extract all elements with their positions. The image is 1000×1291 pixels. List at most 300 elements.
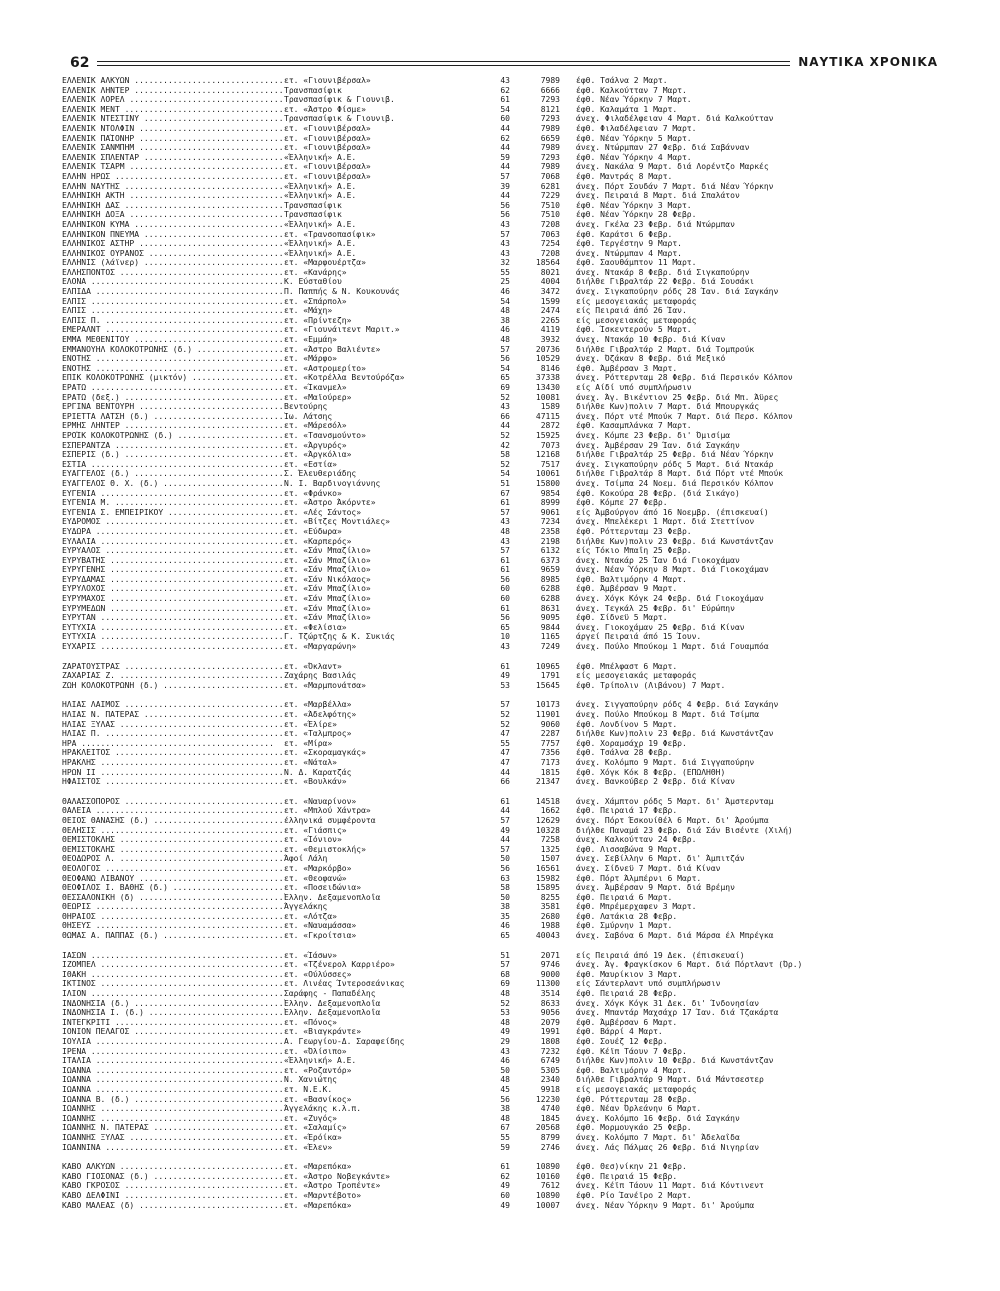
ship-name: ΘΕΩΡΙΣ .....	[62, 902, 284, 912]
ship-owner: ετ. Ν.Ε.Κ.	[284, 1084, 333, 1094]
ship-owner: Άγγελάκης κ.λ.π.	[284, 1104, 362, 1114]
ship-position: άνεχ. Πόρτ Σουδάν 7 Μαρτ. διά Νέαν Ύόρκην	[576, 181, 774, 191]
ship-position: άνεχ. Φιλαδέλφειαν 4 Μαρτ. διά Καλκούτταν	[576, 114, 774, 124]
ship-name: ΕΛΛΗΝ ΗΡΩΣ .....	[62, 172, 284, 182]
ship-year: 58	[500, 883, 510, 893]
ship-position: είς Πειραιά άπό 19 Δεκ. (έπισκευαί)	[576, 950, 745, 960]
ship-group	[62, 76, 942, 652]
ship-name: ΘΕΙΟΣ ΘΑΝΑΣΗΣ (δ.) .....	[62, 816, 284, 826]
ship-name: ΗΛΙΑΣ Ν. ΠΑΤΕΡΑΣ .....	[62, 710, 284, 720]
ship-year: 38	[500, 1104, 510, 1114]
ship-year: 35	[500, 911, 510, 921]
ship-name: ΗΡΩΝ ΙΙ .....	[62, 768, 284, 778]
ship-name: ΕΥΛΑΛΙΑ .....	[62, 537, 284, 547]
ship-position: έφθ. Λονδίνον 5 Μαρτ.	[576, 719, 678, 729]
ship-row	[62, 979, 942, 989]
ship-name: ΕΝΟΤΗΣ .....	[62, 354, 284, 364]
ship-position: άνεχ. Ντώρμπαν 27 Φεβρ. διά Σαβάνναν	[576, 143, 750, 153]
ship-year: 66	[500, 777, 510, 787]
ship-year: 51	[500, 950, 510, 960]
ship-name: ΚΑΒΟ ΓΙΟΣΟΝΑΣ (δ.) .....	[62, 1172, 284, 1182]
ship-owner: ετ. «Άστρο Βαλιέντε»	[284, 344, 381, 354]
ship-owner: ετ. «Σάν Μπαζίλιο»	[284, 613, 371, 623]
ship-position: άνεχ. Νέαν Ύόρκην 9 Μαρτ. δι' Άρούμπα	[576, 1200, 755, 1210]
ship-row	[62, 931, 942, 941]
ship-year: 56	[500, 613, 510, 623]
ship-owner: Α. Γεωργίου-Δ. Σαραφείδης	[284, 1037, 405, 1046]
ship-owner: ετ. «Γιουνάιτεντ Μαριτ.»	[284, 325, 400, 335]
ship-owner: ετ. «Γιουνιβέρσαλ»	[284, 123, 371, 133]
ship-tonnage: 2340	[540, 1075, 560, 1085]
ship-year: 44	[500, 123, 510, 133]
ship-name: ΕΛΠΙΣ Π. .....	[62, 316, 284, 326]
ship-year: 57	[500, 507, 510, 517]
ship-name: ΘΑΛΑΣΣΟΠΟΡΟΣ .....	[62, 797, 284, 807]
ship-row	[62, 662, 942, 672]
ship-tonnage: 7258	[540, 835, 560, 845]
ship-name: ΗΡΑΚΛΗΣ .....	[62, 758, 284, 768]
ship-row	[62, 565, 942, 575]
ship-row	[62, 1095, 942, 1105]
ship-year: 47	[500, 729, 510, 739]
ship-position: έφθ. Μαυρίκιον 3 Μαρτ.	[576, 969, 682, 979]
ship-year: 49	[500, 1200, 510, 1210]
ship-row	[62, 527, 942, 537]
ship-tonnage: 6288	[540, 594, 560, 604]
ship-owner: ετ. «Μαργαρώνη»	[284, 642, 357, 652]
ship-year: 63	[500, 873, 510, 883]
ship-position: είς Αίδί υπό συμπλήρωσιν	[576, 383, 692, 392]
ship-owner: ετ. «Έλεν»	[284, 1142, 333, 1152]
ship-tonnage: 7229	[540, 191, 560, 201]
ship-tonnage: 8255	[540, 892, 560, 902]
ship-row	[62, 921, 942, 931]
ship-owner: ετ. «Βουλκάν»	[284, 777, 347, 787]
ship-owner: ετ. «Γιουνιβέρσαλ»	[284, 133, 371, 143]
ship-owner: ετ. «Εύδωρα»	[284, 526, 342, 536]
ship-position: άνεχ. Κολόμπο 7 Μαρτ. δι' Άδελαΐδα	[576, 1132, 740, 1142]
ship-owner: ετ. «Άργκόλια»	[284, 450, 352, 460]
ship-name: ΕΥΡΥΤΑΝ .....	[62, 613, 284, 623]
ship-name: ΕΛΛΕΝΙΚ ΝΤΕΣΤΙΝΥ .....	[62, 114, 284, 124]
ship-position: διήλθε Κων)πολιν 7 Μαρτ. διά Μπουργκάς	[576, 402, 760, 412]
ship-owner: ετ. «Σκοραμαγκάς»	[284, 748, 366, 758]
ship-row	[62, 729, 942, 739]
ship-tonnage: 9061	[540, 507, 560, 517]
ship-row	[62, 287, 942, 297]
ship-row	[62, 671, 942, 681]
ship-owner: ετ. «Βίτζες Μοντιάλες»	[284, 517, 390, 527]
ship-name: ΕΥΡΥΓΕΝΗΣ .....	[62, 565, 284, 575]
ship-tonnage: 7254	[540, 239, 560, 249]
ship-position: άνεχ. Πόρτ ντέ Μπούκ 7 Μαρτ. διά Περσ. Κόλπον	[576, 411, 793, 421]
ship-owner: ετ. «Θεοφανώ»	[284, 873, 347, 883]
ship-name: ΘΕΟΛΟΓΟΣ .....	[62, 864, 284, 874]
ship-row	[62, 143, 942, 153]
ship-owner: ετ. «Γιουνιβέρσαλ»	[284, 162, 371, 172]
ship-tonnage: 4119	[540, 325, 560, 335]
ship-position: διήλθε Κων)πολιν 23 Φεβρ. διά Κωνστάντζαν	[576, 729, 774, 739]
ship-owner: ετ. «Σάν Μπαζίλιο»	[284, 546, 371, 556]
ship-row	[62, 249, 942, 259]
ship-row	[62, 797, 942, 807]
ship-name: ΘΗΡΑΙΟΣ .....	[62, 912, 284, 922]
ship-position: άνεχ. Τσίμπα 24 Νοεμ. διά Περσικόν Κόλπον	[576, 478, 774, 488]
ship-position: άνεχ. Λάς Πάλμας 26 Φεβρ. διά Νιγηρίαν	[576, 1142, 760, 1152]
ship-row	[62, 1172, 942, 1182]
ship-row	[62, 114, 942, 124]
ship-row	[62, 258, 942, 268]
ship-owner: ετ. «Αστρομερίτο»	[284, 363, 366, 373]
ship-position: έφθ. Καλκούτταν 7 Μαρτ.	[576, 85, 687, 95]
ship-year: 68	[500, 969, 510, 979]
ship-owner: ετ. «Άστρο Φίσμε»	[284, 104, 366, 114]
ship-name: ΙΩΑΝΝΑ .....	[62, 1075, 284, 1085]
ship-tonnage: 20568	[535, 1123, 560, 1133]
ship-tonnage: 10529	[535, 354, 560, 364]
ship-owner: ετ. «Πόνος»	[284, 1017, 337, 1027]
ship-year: 62	[500, 85, 510, 95]
ship-position: άνεχ. Μπελέκερι 1 Μαρτ. διά Στεττίνον	[576, 517, 755, 527]
ship-position: έφθ. Μορμουγκάο 25 Φεβρ.	[576, 1123, 692, 1133]
ship-name: ΕΛΠΙΣ .....	[62, 306, 284, 316]
ship-owner: ετ. «Λότζα»	[284, 911, 337, 921]
ship-tonnage: 2287	[540, 729, 560, 739]
ship-year: 56	[500, 354, 510, 364]
ship-row	[62, 613, 942, 623]
ship-owner: ετ. «Μπλού Χάντρα»	[284, 806, 371, 816]
ship-tonnage: 1808	[540, 1037, 560, 1046]
ship-name: ΕΥΓΕΝΙΑ Μ. .....	[62, 498, 284, 508]
ship-position: έφθ. Τσάλνα 2 Μαρτ.	[576, 76, 668, 85]
ship-owner: Σ. Έλευθεριάδης	[284, 469, 357, 479]
ship-row	[62, 912, 942, 922]
ship-position: άνεχ. Σιγκαπούρην ρόδς 5 Μαρτ. διά Ντακάρ	[576, 459, 774, 469]
ship-row	[62, 162, 942, 172]
ship-year: 44	[500, 421, 510, 431]
ship-owner: Άγγελάκης	[284, 902, 328, 912]
ship-tonnage: 8799	[540, 1132, 560, 1142]
ship-position: άνεχ. Νακάλα 9 Μαρτ. διά Λορέντζο Μαρκές	[576, 162, 769, 172]
ship-row	[62, 450, 942, 460]
ship-tonnage: 8121	[540, 104, 560, 114]
ship-tonnage: 2358	[540, 526, 560, 536]
ship-name: ΕΛΛΗΝΙΚΟΣ ΑΣΤΗΡ .....	[62, 239, 284, 249]
ship-row	[62, 700, 942, 710]
ship-row	[62, 325, 942, 335]
ship-name: ΕΡΑΤΩ .....	[62, 383, 284, 393]
ship-tonnage: 21347	[535, 777, 560, 787]
ship-row	[62, 76, 942, 86]
ship-owner: ετ. «Γιάσπις»	[284, 825, 347, 835]
ship-name: ΘΕΛΗΣΙΣ .....	[62, 826, 284, 836]
ship-row	[62, 86, 942, 96]
ship-position: διήλθε Γιβραλτάρ 25 Φεβρ. διά Νέαν Ύόρκην	[576, 450, 774, 460]
ship-position: άνεχ. Άμβέρσαν 29 Ίαν. διά Σαγκάην	[576, 440, 740, 450]
ship-row	[62, 153, 942, 163]
ship-year: 61	[500, 95, 510, 105]
ship-tonnage: 2071	[540, 950, 560, 960]
ship-owner: ετ. «Ίκανμελ»	[284, 383, 347, 392]
ship-position: έφθ. Βαλτιμόρην 4 Μαρτ.	[576, 574, 687, 584]
ship-name: ΙΛΙΟΝ .....	[62, 989, 284, 999]
ship-owner: Άφοί Λάλη	[284, 854, 328, 864]
ship-position: έφθ. Κασαμπλάνκα 7 Μαρτ.	[576, 421, 692, 431]
ship-tonnage: 10173	[535, 700, 560, 710]
ship-row	[62, 748, 942, 758]
ship-owner: ετ. «Σπάρπολ»	[284, 296, 347, 306]
ship-position: άνεχ. Χόγκ Κόγκ 31 Δεκ. δι' Ίνδονησίαν	[576, 998, 760, 1008]
ship-owner: Ίω. Λάτσης	[284, 411, 333, 421]
ship-tonnage: 7510	[540, 210, 560, 220]
ship-name: ΙΩΑΝΝΗΣ .....	[62, 1104, 284, 1114]
ship-position: έφθ. Κοκούρα 28 Φεβρ. (διά Σικάγο)	[576, 488, 740, 498]
ship-name: ΕΛΠΙΣ .....	[62, 297, 284, 307]
ship-tonnage: 7517	[540, 459, 560, 469]
ship-row	[62, 739, 942, 749]
ship-row	[62, 431, 942, 441]
ship-name: ΙΟΥΛΙΑ .....	[62, 1037, 284, 1047]
ship-name: ΘΑΛΕΙΑ .....	[62, 806, 284, 816]
ship-tonnage: 3581	[540, 902, 560, 912]
ship-year: 56	[500, 863, 510, 873]
ship-row	[62, 412, 942, 422]
page-header	[62, 55, 938, 73]
ship-row	[62, 642, 942, 652]
ship-position: έφθ. Τσάλνα 28 Φεβρ.	[576, 748, 673, 758]
ship-tonnage: 9746	[540, 960, 560, 970]
ship-row	[62, 460, 942, 470]
ship-tonnage: 20736	[535, 344, 560, 354]
ship-row	[62, 172, 942, 182]
ship-row	[62, 768, 942, 778]
ship-row	[62, 268, 942, 278]
ship-position: έφθ. Μαντράς 8 Μαρτ.	[576, 171, 673, 181]
ship-tonnage: 8999	[540, 498, 560, 508]
ship-owner: Ν. Δ. Καρατζάς	[284, 767, 352, 777]
ship-year: 57	[500, 546, 510, 556]
ship-name: ΙΝΤΕΓΚΡΙΤΙ .....	[62, 1018, 284, 1028]
ship-row	[62, 277, 942, 287]
ship-position: έφθ. Τεργέστην 9 Μαρτ.	[576, 239, 682, 249]
ship-name: ΖΑΧΑΡΙΑΣ Ζ. .....	[62, 671, 284, 681]
ship-year: 65	[500, 622, 510, 632]
ship-position: άνεχ. Όζάκαν 8 Φεβρ. διά Μεξικό	[576, 354, 726, 364]
ship-position: έφθ. Κέϊπ Τάουν 7 Φεβρ.	[576, 1046, 687, 1056]
ship-owner: ετ. «Μάρφο»	[284, 354, 337, 364]
ship-owner: Τρανσπασίφικ & Γιουνιβ.	[284, 114, 395, 124]
ship-position: άνεχ. Σαβόνα 6 Μαρτ. διά Μάρσα έλ Μπρέγκα	[576, 931, 774, 941]
ship-row	[62, 201, 942, 211]
ship-position: έφθ. Λισσαβώνα 9 Μαρτ.	[576, 844, 682, 854]
ship-position: έφθ. Βαλτιμόρην 4 Μαρτ.	[576, 1065, 687, 1075]
ship-name: ΚΑΒΟ ΑΛΚΥΩΝ .....	[62, 1162, 284, 1172]
ship-position: άνεχ. Γκέλα 23 Φεβρ. διά Ντώρμπαν	[576, 219, 735, 229]
ship-row	[62, 210, 942, 220]
ship-owner: Γ. Τζώρτζης & Κ. Συκιάς	[284, 632, 395, 642]
ship-owner: ετ. «Μαρκόρβο»	[284, 863, 352, 873]
ship-owner: ετ. «Βασνίκος»	[284, 1094, 352, 1104]
ship-row	[62, 124, 942, 134]
ship-year: 44	[500, 162, 510, 172]
ship-position: έφθ. Νέαν Ύόρκην 28 Φεβρ.	[576, 210, 697, 220]
ship-year: 67	[500, 488, 510, 498]
ship-tonnage: 7063	[540, 229, 560, 239]
ship-position: διήλθε Γιβραλτάρ 2 Μαρτ. διά Τομπρούκ	[576, 344, 755, 354]
ship-name: ΕΣΠΕΡΙΣ (δ.) .....	[62, 450, 284, 460]
ship-position: έφθ. Πειραιά 17 Φεβρ.	[576, 806, 678, 816]
ship-name: ΕΥΓΕΝΙΑ Σ. ΕΜΠΕΙΡΙΚΟΥ .....	[62, 508, 284, 518]
ship-name: ΕΜΕΡΑΛΝΤ .....	[62, 325, 284, 335]
ship-position: έφθ. Βάρρί 4 Μαρτ.	[576, 1027, 663, 1037]
ship-name: ΕΥΡΥΛΟΧΟΣ .....	[62, 584, 284, 594]
ship-year: 55	[500, 738, 510, 748]
ship-year: 46	[500, 287, 510, 297]
ship-position: άνεχ. Νέαν Ύόρκην 8 Μαρτ. διά Γιοκοχάμαν	[576, 565, 769, 575]
ship-name: ΕΥΡΥΜΕΔΩΝ .....	[62, 604, 284, 614]
ship-row	[62, 469, 942, 479]
ship-year: 69	[500, 383, 510, 392]
ship-tonnage: 3932	[540, 335, 560, 345]
ship-year: 60	[500, 114, 510, 124]
ship-position: έφθ. Πειραιά 6 Μαρτ.	[576, 892, 673, 902]
ship-tonnage: 2680	[540, 911, 560, 921]
ship-position: άνεχ. Ντακάρ 10 Φεβρ. διά Κίναν	[576, 335, 726, 345]
ship-owner: ετ. «Εστία»	[284, 459, 337, 469]
ship-name: ΘΕΟΦΙΛΟΣ Ι. ΒΑΘΗΣ (δ.) .....	[62, 883, 284, 893]
ship-tonnage: 14518	[535, 796, 560, 806]
ship-tonnage: 6288	[540, 584, 560, 594]
ship-position: έφθ. Φιλαδέλφειαν 7 Μαρτ.	[576, 123, 697, 133]
ship-owner: ετ. «Έλίρε»	[284, 719, 337, 729]
ship-row	[62, 1114, 942, 1124]
ship-year: 43	[500, 248, 510, 258]
ship-year: 43	[500, 76, 510, 85]
ship-row	[62, 556, 942, 566]
ship-name: ΙΝΔΟΝΗΣΙΑ Ι. (δ.) .....	[62, 1008, 284, 1018]
ship-tonnage: 1845	[540, 1113, 560, 1123]
ship-position: διήλθε Κων)πολιν 23 Φεβρ. διά Κωνστάντζαν	[576, 536, 774, 546]
ship-name: ΕΥΡΥΒΑΤΗΣ .....	[62, 556, 284, 566]
ship-tonnage: 1988	[540, 921, 560, 931]
ship-name: ΕΛΛΗΝΙΚΗ ΔΑΣ .....	[62, 201, 284, 211]
ship-tonnage: 9056	[540, 1008, 560, 1018]
ship-owner: ετ. «Μάρεσόλ»	[284, 421, 347, 431]
ship-tonnage: 5305	[540, 1065, 560, 1075]
ship-name: ΘΕΟΔΩΡΟΣ Λ. .....	[62, 854, 284, 864]
ship-year: 52	[500, 710, 510, 719]
ship-tonnage: 9659	[540, 565, 560, 575]
ship-name: ΖΑΡΑΤΟΥΣΤΡΑΣ .....	[62, 662, 284, 672]
ship-tonnage: 7989	[540, 162, 560, 172]
ship-position: άνεχ. Χόγκ Κόγκ 24 Φεβρ. διά Γιοκοχάμαν	[576, 594, 764, 604]
ship-tonnage: 6666	[540, 85, 560, 95]
ship-name: ΕΣΠΕΡΑΝΤΖΑ .....	[62, 441, 284, 451]
ship-tonnage: 10160	[535, 1171, 560, 1181]
ship-tonnage: 7249	[540, 642, 560, 652]
ship-name: ΕΛΛΕΝΙΚ ΠΑΊΟΝΗΡ .....	[62, 134, 284, 144]
ship-group	[62, 951, 942, 1152]
ship-owner: ετ. «Τρανσοπασίφικ»	[284, 229, 376, 239]
ship-name: ΕΥΤΥΧΙΑ .....	[62, 623, 284, 633]
ship-tonnage: 8985	[540, 574, 560, 584]
ship-owner: Τρανσπασίφικ	[284, 85, 342, 95]
ship-owner: ετ. «Άδελφότης»	[284, 710, 357, 719]
ship-row	[62, 1104, 942, 1114]
ship-position: έφθ. Νέαν Ύόρκην 3 Μαρτ.	[576, 200, 692, 210]
ship-owner: ετ. Λινέας Ίντεροσεάνικας	[284, 979, 405, 989]
ship-row	[62, 402, 942, 412]
ship-year: 57	[500, 844, 510, 854]
ship-year: 59	[500, 1142, 510, 1152]
ship-position: άνεχ. Χάμπτον ρόδς 5 Μαρτ. δι' Άμστερνταμ	[576, 796, 774, 806]
ship-name: ΕΛΛΕΝΙΚ ΛΗΝΤΕΡ .....	[62, 86, 284, 96]
ship-tonnage: 9095	[540, 613, 560, 623]
ship-tonnage: 6281	[540, 181, 560, 191]
ship-owner: Κ. Εύσταθίου	[284, 277, 342, 287]
ship-row	[62, 845, 942, 855]
ship-row	[62, 345, 942, 355]
ship-name: ΕΜΜΑ ΜΕΘΕΝΙΤΟΥ .....	[62, 335, 284, 345]
ship-tonnage: 7757	[540, 738, 560, 748]
ship-name: ΕΥΔΩΡΑ .....	[62, 527, 284, 537]
ship-name: ΕΡΑΤΩ (δεξ.) .....	[62, 393, 284, 403]
ship-tonnage: 1662	[540, 806, 560, 816]
ship-tonnage: 2872	[540, 421, 560, 431]
ship-row	[62, 383, 942, 393]
ship-year: 29	[500, 1037, 510, 1046]
ship-name: ΗΛΙΑΣ ΞΥΛΑΣ .....	[62, 720, 284, 730]
ship-tonnage: 47115	[535, 411, 560, 421]
ship-name: ΙΩΑΝΝΙΝΑ .....	[62, 1143, 284, 1153]
ship-position: έφθ. Λατάκια 28 Φεβρ.	[576, 911, 678, 921]
ship-tonnage: 1507	[540, 854, 560, 864]
ship-year: 43	[500, 517, 510, 527]
ship-owner: ετ. «Άστρο Άκόρντε»	[284, 498, 376, 508]
ship-tonnage: 10965	[535, 661, 560, 671]
ship-position: διήλθε Κων)πολιν 10 Φεβρ. διά Κωνστάντζαν	[576, 1056, 774, 1066]
ship-tonnage: 10081	[535, 392, 560, 402]
ship-year: 54	[500, 104, 510, 114]
ship-year: 53	[500, 680, 510, 690]
ship-name: ΕΛΛΗΝΙΚΗ ΑΚΤΗ .....	[62, 191, 284, 201]
ship-year: 61	[500, 555, 510, 565]
ship-owner: ετ. «Όλίσιπο»	[284, 1046, 347, 1056]
ship-position: είς μεσογειακάς μεταφοράς	[576, 315, 697, 325]
ship-tonnage: 10061	[535, 469, 560, 479]
ship-tonnage: 10007	[535, 1200, 560, 1210]
ship-owner: ετ. «Μαρμπονάτσα»	[284, 680, 366, 690]
ship-position: έφθ. Μπρέμερχαφεν 3 Μαρτ.	[576, 902, 697, 912]
ship-position: έφθ. Άμβέρσαν 9 Μαρτ.	[576, 584, 678, 594]
ship-owner: ετ. «Άστρο Τροπέντε»	[284, 1181, 381, 1191]
ship-row	[62, 777, 942, 787]
ship-tonnage: 7208	[540, 248, 560, 258]
ship-owner: Π. Παππής & Ν. Κουκουνάς	[284, 287, 400, 297]
ship-name: ΕΥΤΥΧΙΑ .....	[62, 632, 284, 642]
ship-position: είς Πειραιά άπό 26 Ίαν.	[576, 306, 687, 316]
ship-year: 43	[500, 536, 510, 546]
ship-tonnage: 10890	[535, 1190, 560, 1200]
ship-tonnage: 7356	[540, 748, 560, 758]
ship-position: έφθ. Σαουθάμπτον 11 Μαρτ.	[576, 258, 697, 268]
ship-row	[62, 1123, 942, 1133]
ship-year: 43	[500, 1046, 510, 1056]
ship-year: 54	[500, 469, 510, 479]
ship-year: 67	[500, 1123, 510, 1133]
ship-year: 38	[500, 902, 510, 912]
ship-name: ΙΑΣΩΝ .....	[62, 951, 284, 961]
